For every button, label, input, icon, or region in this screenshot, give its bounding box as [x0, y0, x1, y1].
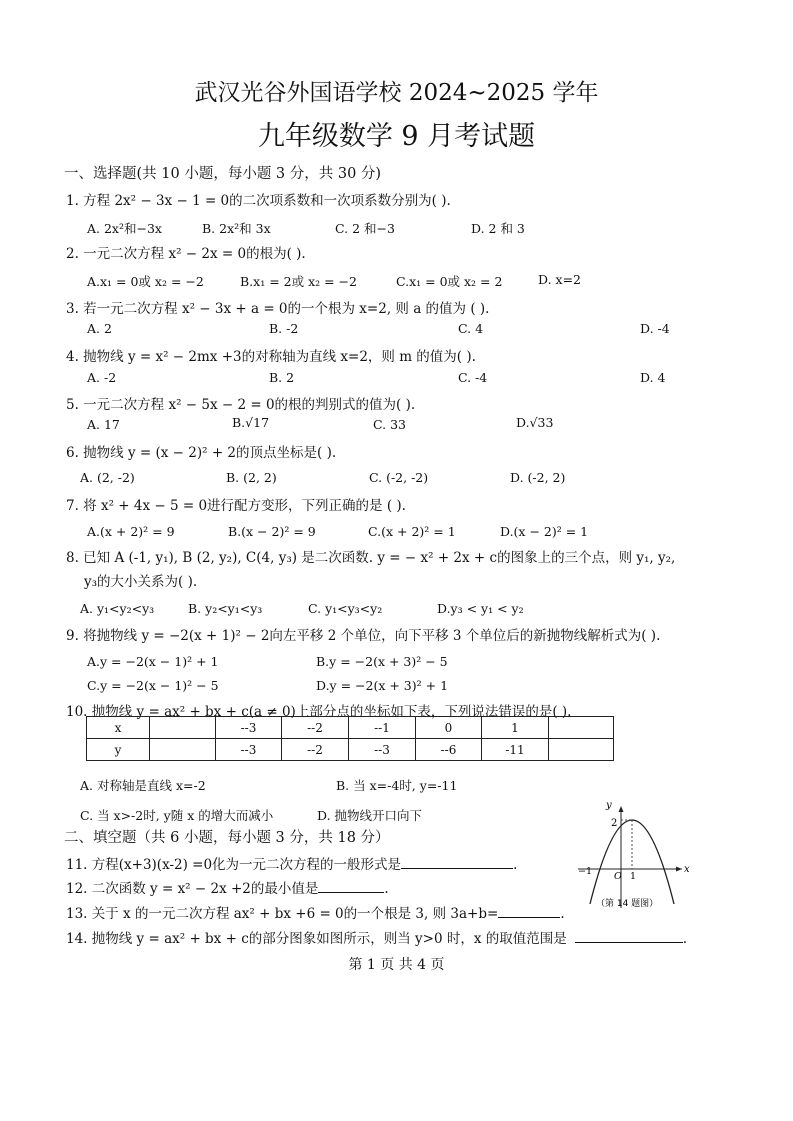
- q6-stem: 6. 抛物线 y = (x − 2)² + 2的顶点坐标是( ).: [66, 445, 337, 461]
- q5-option-b: B.√17: [232, 415, 270, 430]
- tick-label-minus-1: −1: [578, 866, 593, 877]
- q12: [66, 877, 389, 897]
- q10-option-d: D. 抛物线开口向下: [317, 808, 423, 823]
- q13: [66, 902, 565, 922]
- table-row-y: [87, 739, 614, 761]
- q14-period: .: [682, 931, 688, 947]
- q7-option-d: D.(x − 2)² = 1: [500, 524, 589, 539]
- q1-stem: 1. 方程 2x² − 3x − 1 = 0的二次项系数和一次项系数分别为( ).: [66, 193, 451, 209]
- q13-text: 13. 关于 x 的一元二次方程 ax² + bx +6 = 0的一个根是 3, 则 3a+b=: [66, 906, 499, 922]
- exam-title: 九年级数学 9 月考试题: [257, 121, 536, 152]
- q12-text: 12. 二次函数 y = x² − 2x +2的最小值是: [66, 881, 319, 897]
- q4-option-b: B. 2: [269, 370, 295, 385]
- q9-option-a: A.y = −2(x − 1)² + 1: [87, 654, 219, 669]
- q6-option-b: B. (2, 2): [226, 470, 277, 485]
- q5-option-a: A. 17: [87, 417, 120, 432]
- table-cell: [150, 739, 216, 761]
- q4-option-d: D. 4: [640, 370, 666, 385]
- q1-option-b: B. 2x²和 3x: [202, 221, 271, 236]
- tick-label-2: 2: [611, 818, 618, 829]
- section-choice-heading: 一、选择题(共 10 小题，每小题 3 分，共 30 分): [64, 166, 382, 182]
- origin-label: O: [614, 871, 622, 882]
- q2-option-b: B.x₁ = 2或 x₂ = −2: [240, 274, 357, 289]
- q10-value-table: [86, 716, 614, 761]
- table-cell: --1: [349, 717, 416, 739]
- q9-option-d: D.y = −2(x + 3)² + 1: [316, 678, 449, 693]
- q7-option-a: A.(x + 2)² = 9: [87, 524, 175, 539]
- q10-option-b: B. 当 x=-4时, y=-11: [336, 778, 458, 793]
- y-axis-label: y: [606, 800, 612, 811]
- q11-text: 11. 方程(x+3)(x-2) =0化为一元二次方程的一般形式是: [66, 857, 402, 873]
- q4-option-c: C. -4: [458, 370, 488, 385]
- q14-parabola-figure: [572, 796, 702, 914]
- q6-option-c: C. (-2, -2): [369, 470, 429, 485]
- table-cell: --3: [216, 739, 282, 761]
- q7-stem: 7. 将 x² + 4x − 5 = 0进行配方变形，下列正确的是 ( ).: [66, 498, 406, 514]
- q12-answer-blank[interactable]: [318, 879, 384, 893]
- q9-option-b: B.y = −2(x + 3)² − 5: [316, 654, 448, 669]
- q7-option-b: B.(x − 2)² = 9: [228, 524, 316, 539]
- q8-option-a: A. y₁<y₂<y₃: [80, 601, 155, 616]
- q8-stem: 8. 已知 A (-1, y₁), B (2, y₂), C(4, y₃) 是二次函数. y = − x² + 2x + c的图象上的三个点，则 y₁, y₂,: [66, 550, 676, 566]
- table-cell: --2: [282, 739, 349, 761]
- table-cell: 1: [482, 717, 549, 739]
- q2-stem: 2. 一元二次方程 x² − 2x = 0的根为( ).: [66, 246, 306, 262]
- q9-stem: 9. 将抛物线 y = −2(x + 1)² − 2向左平移 2 个单位，向下平移 3 个单位后的新抛物线解析式为( ).: [66, 628, 661, 644]
- figure-caption: （第 14 题图）: [596, 899, 659, 909]
- q14-answer-blank[interactable]: [575, 929, 683, 943]
- q13-period: .: [560, 906, 565, 922]
- x-axis-arrow: [676, 867, 682, 872]
- q1-option-c: C. 2 和−3: [335, 221, 395, 236]
- section-fill-heading: 二、填空题（共 6 小题，每小题 3 分，共 18 分）: [64, 830, 390, 846]
- table-cell: [150, 717, 216, 739]
- q2-option-d: D. x=2: [538, 272, 581, 287]
- table-cell: y: [87, 739, 150, 761]
- q13-answer-blank[interactable]: [498, 904, 560, 918]
- q11-answer-blank[interactable]: [401, 855, 513, 869]
- table-row-x: [87, 717, 614, 739]
- q2-option-c: C.x₁ = 0或 x₂ = 2: [396, 274, 503, 289]
- q6-option-a: A. (2, -2): [80, 470, 135, 485]
- q9-option-c: C.y = −2(x − 1)² − 5: [87, 678, 219, 693]
- school-title: 武汉光谷外国语学校 2024~2025 学年: [194, 80, 599, 106]
- q1-option-a: A. 2x²和−3x: [87, 221, 162, 236]
- table-cell: [549, 717, 614, 739]
- x-axis-label: x: [684, 864, 690, 875]
- y-axis-arrow: [619, 806, 624, 812]
- table-cell: [549, 739, 614, 761]
- tick-label-1: 1: [630, 871, 637, 882]
- table-cell: --3: [349, 739, 416, 761]
- table-cell: x: [87, 717, 150, 739]
- q3-option-b: B. -2: [269, 321, 299, 336]
- q3-option-c: C. 4: [458, 321, 484, 336]
- table-cell: 0: [416, 717, 482, 739]
- table-cell: --3: [216, 717, 282, 739]
- table-cell: --6: [416, 739, 482, 761]
- q8-option-c: C. y₁<y₃<y₂: [308, 601, 383, 616]
- q3-option-d: D. -4: [640, 321, 670, 336]
- q10-option-a: A. 对称轴是直线 x=-2: [80, 778, 206, 793]
- q7-option-c: C.(x + 2)² = 1: [368, 524, 456, 539]
- q5-option-d: D.√33: [516, 415, 554, 430]
- q8-option-b: B. y₂<y₁<y₃: [188, 601, 263, 616]
- q2-option-a: A.x₁ = 0或 x₂ = −2: [87, 274, 204, 289]
- table-cell: --2: [282, 717, 349, 739]
- q11: [66, 853, 517, 873]
- table-cell: -11: [482, 739, 549, 761]
- q5-stem: 5. 一元二次方程 x² − 5x − 2 = 0的根的判别式的值为( ).: [66, 397, 416, 413]
- q10-option-c: C. 当 x>-2时, y随 x 的增大而减小: [80, 808, 274, 823]
- q12-period: .: [384, 881, 389, 897]
- q8-option-d: D.y₃ < y₁ < y₂: [437, 601, 524, 616]
- q8-stem-cont: y₃的大小关系为( ).: [84, 574, 198, 590]
- q6-option-d: D. (-2, 2): [510, 470, 566, 485]
- q10-stem: 10. 抛物线 y = ax² + bx + c(a ≠ 0)上部分点的坐标如下表，下列说法错误的是( ).: [66, 704, 572, 720]
- q3-stem: 3. 若一元二次方程 x² − 3x + a = 0的一个根为 x=2, 则 a 的值为 ( ).: [66, 301, 490, 317]
- page-footer: 第 1 页 共 4 页: [348, 957, 445, 973]
- q14: [66, 927, 687, 947]
- q14-text: 14. 抛物线 y = ax² + bx + c的部分图象如图所示，则当 y>0 时，x 的取值范围是: [66, 931, 567, 947]
- q11-period: .: [513, 857, 518, 873]
- q3-option-a: A. 2: [87, 321, 112, 336]
- q4-option-a: A. -2: [87, 370, 117, 385]
- q1-option-d: D. 2 和 3: [471, 221, 525, 236]
- q4-stem: 4. 抛物线 y = x² − 2mx +3的对称轴为直线 x=2，则 m 的值为( ).: [66, 349, 476, 365]
- q5-option-c: C. 33: [373, 417, 406, 432]
